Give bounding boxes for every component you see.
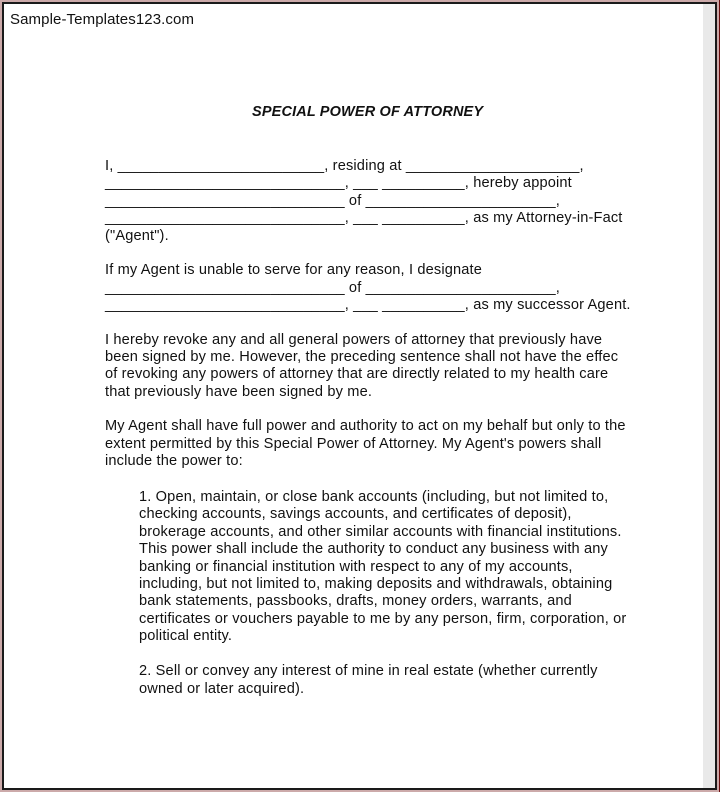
item1-line: 1. Open, maintain, or close bank accounts (including, but not limited to, bbox=[139, 489, 609, 505]
para1-line: ("Agent"). bbox=[105, 228, 169, 244]
para1-line: _____________________________ of _______________________, bbox=[105, 193, 560, 209]
para2-line: _____________________________ of _______________________, bbox=[105, 280, 560, 296]
document-frame bbox=[2, 2, 717, 790]
para4-line: My Agent shall have full power and authority to act on my behalf but only to the bbox=[105, 418, 626, 434]
document-title: SPECIAL POWER OF ATTORNEY bbox=[252, 104, 484, 120]
para3-line: been signed by me. However, the preceding sentence shall not have the effec bbox=[105, 349, 619, 365]
para1-line: _____________________________, ___ __________, as my Attorney-in-Fact bbox=[105, 210, 623, 226]
item2-line: owned or later acquired). bbox=[139, 681, 305, 697]
item2-line: 2. Sell or convey any interest of mine in real estate (whether currently bbox=[139, 663, 598, 679]
para4-line: include the power to: bbox=[105, 453, 243, 469]
para3-line: of revoking any powers of attorney that are directly related to my health care bbox=[105, 366, 609, 382]
para3-line: that previously have been signed by me. bbox=[105, 384, 373, 400]
item1-line: This power shall include the authority to conduct any business with any bbox=[139, 541, 608, 557]
item1-line: political entity. bbox=[139, 628, 233, 644]
site-watermark: Sample-Templates123.com bbox=[10, 11, 195, 28]
item1-line: certificates or vouchers payable to me by any person, firm, corporation, or bbox=[139, 611, 627, 627]
item1-line: bank statements, passbooks, drafts, money orders, warrants, and bbox=[139, 593, 572, 609]
item1-line: banking or financial institution with respect to any of my accounts, bbox=[139, 559, 573, 575]
para1-line: _____________________________, ___ __________, hereby appoint bbox=[105, 175, 572, 191]
item1-line: including, but not limited to, making deposits and withdrawals, obtaining bbox=[139, 576, 613, 592]
para2-line: If my Agent is unable to serve for any reason, I designate bbox=[105, 262, 482, 278]
para3-line: I hereby revoke any and all general powers of attorney that previously have bbox=[105, 332, 603, 348]
para1-line: I, _________________________, residing at _____________________, bbox=[105, 158, 584, 174]
item1-line: checking accounts, savings accounts, and certificates of deposit), bbox=[139, 506, 572, 522]
para2-line: _____________________________, ___ __________, as my successor Agent. bbox=[105, 297, 631, 313]
para4-line: extent permitted by this Special Power of Attorney. My Agent's powers shall bbox=[105, 436, 602, 452]
item1-line: brokerage accounts, and other similar accounts with financial institutions. bbox=[139, 524, 622, 540]
